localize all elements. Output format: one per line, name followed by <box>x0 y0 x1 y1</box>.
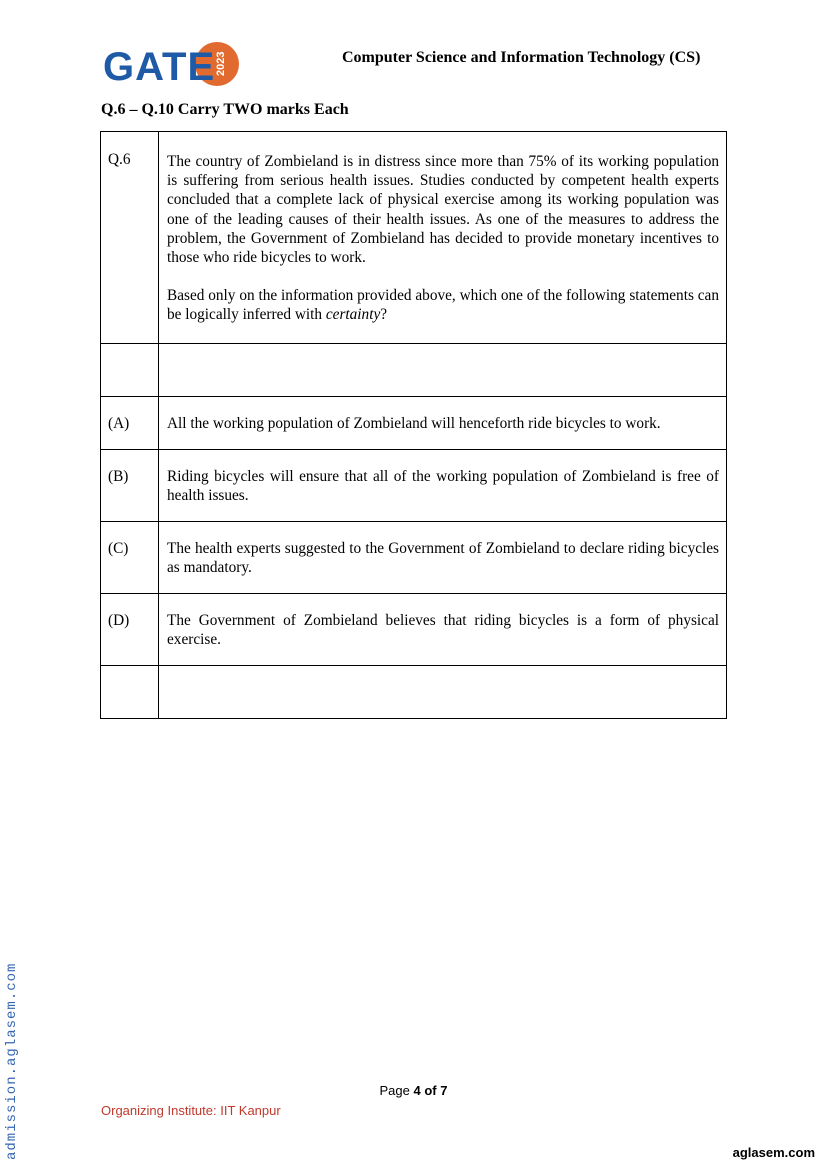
option-label: (D) <box>101 594 159 666</box>
page-prefix: Page <box>379 1083 414 1098</box>
option-row-d <box>101 594 727 666</box>
page-separator: of <box>420 1083 441 1098</box>
site-link[interactable]: aglasem.com <box>732 1145 815 1160</box>
page-number <box>0 1083 827 1098</box>
gate-logo <box>103 42 238 92</box>
blank-cell <box>159 344 727 397</box>
option-row-c <box>101 522 727 594</box>
option-label: (C) <box>101 522 159 594</box>
section-title: Q.6 – Q.10 Carry TWO marks Each <box>101 101 349 118</box>
option-row-b <box>101 450 727 522</box>
question-text <box>159 132 727 344</box>
watermark-link[interactable]: admission.aglasem.com <box>4 962 20 1160</box>
option-text: The health experts suggested to the Government of Zombieland to declare riding bicycles as mandatory. <box>159 522 727 594</box>
logo-year: 2023 <box>215 51 227 77</box>
option-label: (B) <box>101 450 159 522</box>
question-mark: ? <box>380 306 388 324</box>
question-paragraph-2 <box>167 286 719 324</box>
blank-cell <box>159 666 727 719</box>
blank-cell <box>101 666 159 719</box>
option-label: (A) <box>101 397 159 450</box>
blank-cell <box>101 344 159 397</box>
page-current: 4 <box>413 1083 421 1098</box>
question-table <box>100 131 727 719</box>
blank-row <box>101 344 727 397</box>
emphasis-word: certainty <box>325 306 381 324</box>
option-text: All the working population of Zombieland will henceforth ride bicycles to work. <box>159 397 727 450</box>
question-prompt: Based only on the information provided above, which one of the following statements can be logically inferred with <box>167 287 719 324</box>
blank-row <box>101 666 727 719</box>
option-text: The Government of Zombieland believes that riding bicycles is a form of physical exercise. <box>159 594 727 666</box>
question-paragraph-1: The country of Zombieland is in distress since more than 75% of its working population is suffering from serious health issues. Studies conducted by competent health experts concluded that a complete lack of physical exercise among its working population was one of the leading causes of their health issues. As one of the measures to address the problem, the Government of Zombieland has decided to provide monetary incentives to those who ride bicycles to work. <box>167 153 719 267</box>
question-number: Q.6 <box>101 132 159 344</box>
paper-title: Computer Science and Information Technology (CS) <box>342 49 701 66</box>
question-stem-row <box>101 132 727 344</box>
page-total: 7 <box>440 1083 448 1098</box>
logo-text: GATE <box>103 45 216 89</box>
option-row-a <box>101 397 727 450</box>
organizing-institute: Organizing Institute: IIT Kanpur <box>101 1103 281 1118</box>
option-text: Riding bicycles will ensure that all of the working population of Zombieland is free of health issues. <box>159 450 727 522</box>
